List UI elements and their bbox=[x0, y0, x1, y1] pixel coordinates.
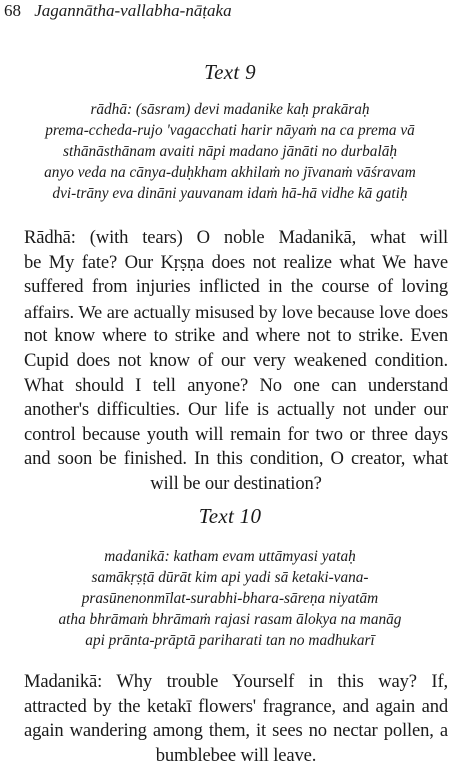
translation-line: will be our destination? bbox=[150, 472, 322, 494]
translation-line: affairs. We are actually misused by love because love does bbox=[24, 301, 448, 322]
verse-line: prasūnenonmīlat-surabhi-bhara-sāreṇa niyatām bbox=[81, 590, 379, 608]
translation-line: another's difficulties. Our life is actually not under our bbox=[24, 399, 448, 421]
verse-line: samākṛṣṭā dūrāt kim api yadi sā ketaki-vana- bbox=[91, 569, 369, 587]
translation-line: What should I tell anyone? No one can understand bbox=[24, 374, 448, 396]
text-9-verse bbox=[0, 99, 460, 204]
verse-line: rādhā: (sāsram) devi madanike kaḥ prakāraḥ bbox=[90, 101, 370, 118]
translation-line: Madanikā: Why trouble Yourself in this way? If, bbox=[24, 671, 448, 692]
verse-line: madanikā: katham evam uttāmyasi yataḥ bbox=[104, 548, 356, 565]
text-10-translation bbox=[24, 670, 448, 768]
translation-line: control because youth will remain for two or three days bbox=[24, 423, 448, 445]
verse-line: anyo veda na cānya-duḥkham akhilaṁ no jīvanaṁ vāśravam bbox=[44, 164, 416, 182]
verse-line: prema-ccheda-rujo 'vagacchati harir nāyaṁ na ca prema vā bbox=[45, 122, 415, 140]
translation-line: and soon be finished. In this condition, O creator, what bbox=[24, 448, 448, 470]
translation-line: suffered from injuries inflicted in the course of loving bbox=[24, 276, 448, 298]
verse-line: api prānta-prāptā pariharati tan no madhukarī bbox=[85, 632, 375, 650]
verse-line: atha bhrāmaṁ bhrāmaṁ rajasi rasam ālokya na manāg bbox=[58, 611, 402, 629]
translation-line: be My fate? Our Kṛṣṇa does not realize what We have bbox=[24, 251, 448, 273]
translation-line: not know where to strike and where not to strike. Even bbox=[24, 325, 448, 347]
running-title: Jagannātha-vallabha-nāṭaka bbox=[34, 1, 232, 20]
verse-line: dvi-trāny eva dināni yauvanam idaṁ hā-hā vidhe kā gatiḥ bbox=[52, 185, 408, 203]
translation-line: Cupid does not know of our very weakened condition. bbox=[24, 349, 448, 371]
translation-line: again wandering among them, it sees no nectar pollen, a bbox=[24, 720, 448, 742]
text-10-heading: Text 10 bbox=[198, 504, 262, 528]
verse-line: sthānāsthānam avaiti nāpi madano jānāti no durbalāḥ bbox=[63, 143, 397, 161]
page-header bbox=[4, 1, 232, 21]
translation-line: Rādhā: (with tears) O noble Madanikā, what will bbox=[24, 227, 448, 248]
text-9-translation bbox=[24, 226, 448, 497]
text-10-verse bbox=[0, 546, 460, 651]
translation-line: attracted by the ketakī flowers' fragrance, and again and bbox=[24, 695, 448, 717]
translation-line: bumblebee will leave. bbox=[155, 744, 317, 766]
page-number: 68 bbox=[4, 1, 21, 20]
text-9-heading: Text 9 bbox=[204, 60, 256, 84]
